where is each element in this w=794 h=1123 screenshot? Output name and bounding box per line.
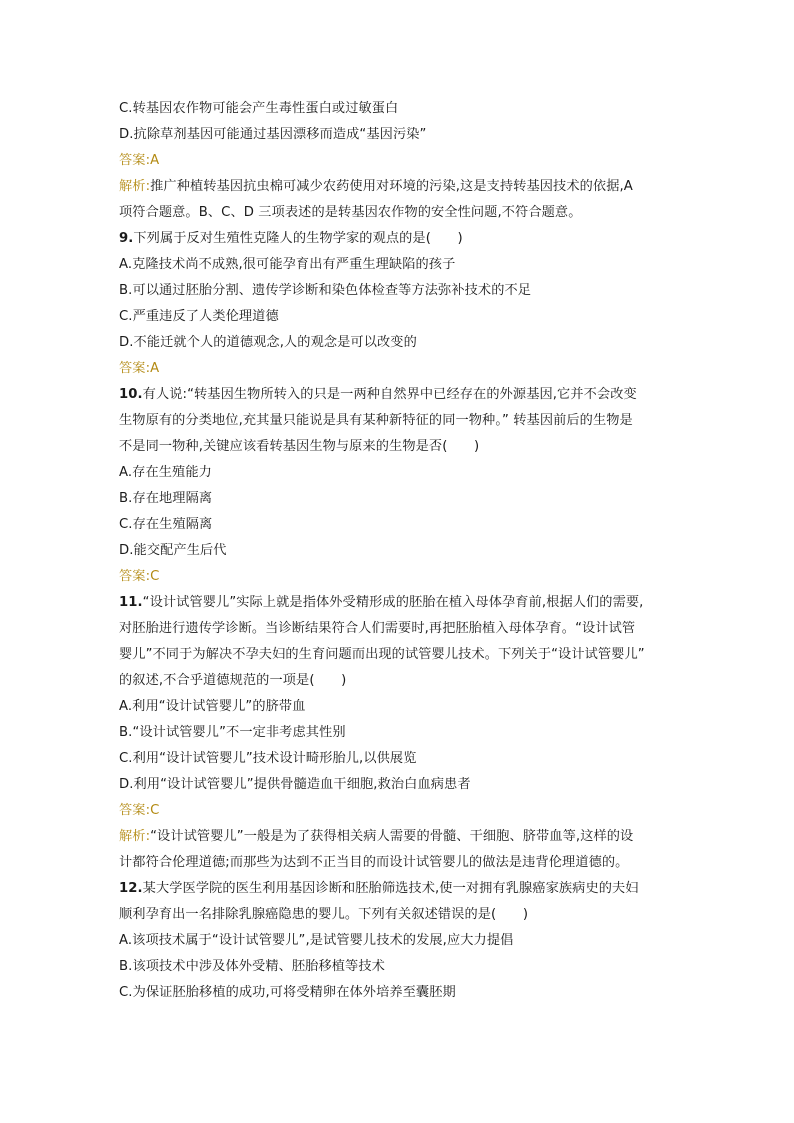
q11-explanation-line-1	[119, 827, 679, 847]
q12-number: 12.	[119, 881, 143, 896]
q8-option-d: D.抗除草剂基因可能通过基因漂移而造成“基因污染”	[119, 127, 427, 142]
q10-number: 10.	[119, 387, 143, 402]
q11-stem-line-4: 的叙述,不合乎道德规范的一项是( )	[119, 673, 347, 688]
q11-stem-text-1: “设计试管婴儿”实际上就是指体外受精形成的胚胎在植入母体孕育前,根据人们的需要,	[142, 595, 644, 610]
q12-option-b: B.该项技术中涉及体外受精、胚胎移植等技术	[119, 959, 385, 974]
q9-number: 9.	[119, 231, 134, 246]
q8-option-c: C.转基因农作物可能会产生毒性蛋白或过敏蛋白	[119, 101, 399, 116]
q10-option-c: C.存在生殖隔离	[119, 517, 213, 532]
q12-stem-line-1	[119, 879, 679, 899]
q11-option-d: D.利用“设计试管婴儿”提供骨髓造血干细胞,救治白血病患者	[119, 777, 471, 792]
q11-stem-line-1	[119, 593, 679, 613]
q8-explanation-text-1: 推广种植转基因抗虫棉可减少农药使用对环境的污染,这是支持转基因技术的依据,A	[150, 179, 633, 194]
q8-answer: 答案:A	[119, 153, 160, 168]
q10-stem-text-1: 有人说:“转基因生物所转入的只是一两种自然界中已经存在的外源基因,它并不会改变	[142, 387, 637, 402]
q11-explanation-text-1: “设计试管婴儿”一般是为了获得相关病人需要的骨髓、干细胞、脐带血等,这样的设	[150, 829, 634, 844]
q10-option-d: D.能交配产生后代	[119, 543, 227, 558]
q9-answer: 答案:A	[119, 361, 160, 376]
q11-option-b: B.“设计试管婴儿”不一定非考虑其性别	[119, 725, 346, 740]
q10-stem-line-2: 生物原有的分类地位,充其量只能说是具有某种新特征的同一物种。” 转基因前后的生物是	[119, 413, 633, 428]
q11-option-a: A.利用“设计试管婴儿”的脐带血	[119, 699, 306, 714]
q10-option-a: A.存在生殖能力	[119, 465, 212, 480]
q10-option-b: B.存在地理隔离	[119, 491, 213, 506]
q11-number: 11.	[119, 595, 143, 610]
q9-stem-text: 下列属于反对生殖性克隆人的生物学家的观点的是( )	[133, 231, 463, 246]
q12-option-a: A.该项技术属于“设计试管婴儿”,是试管婴儿技术的发展,应大力提倡	[119, 933, 514, 948]
q10-stem-line-3: 不是同一物种,关键应该看转基因生物与原来的生物是否( )	[119, 439, 480, 454]
q11-explanation-label: 解析:	[119, 829, 151, 844]
q11-option-c: C.利用“设计试管婴儿”技术设计畸形胎儿,以供展览	[119, 751, 417, 766]
q12-stem-text-1: 某大学医学院的医生利用基因诊断和胚胎筛选技术,使一对拥有乳腺癌家族病史的夫妇	[142, 881, 639, 896]
q9-stem	[119, 229, 679, 249]
q8-explanation-line-1	[119, 177, 679, 197]
q9-option-c: C.严重违反了人类伦理道德	[119, 309, 279, 324]
q12-option-c: C.为保证胚胎移植的成功,可将受精卵在体外培养至囊胚期	[119, 985, 456, 1000]
q10-stem-line-1	[119, 385, 679, 405]
q9-option-b: B.可以通过胚胎分割、遗传学诊断和染色体检查等方法弥补技术的不足	[119, 283, 532, 298]
q9-option-d: D.不能迁就个人的道德观念,人的观念是可以改变的	[119, 335, 417, 350]
q11-stem-line-2: 对胚胎进行遗传学诊断。当诊断结果符合人们需要时,再把胚胎植入母体孕育。“设计试管	[119, 621, 636, 636]
q9-option-a: A.克隆技术尚不成熟,很可能孕育出有严重生理缺陷的孩子	[119, 257, 456, 272]
q11-stem-line-3: 婴儿”不同于为解决不孕夫妇的生育问题而出现的试管婴儿技术。下列关于“设计试管婴儿”	[119, 647, 645, 662]
q11-explanation-line-2: 计都符合伦理道德;而那些为达到不正当目的而设计试管婴儿的做法是违背伦理道德的。	[119, 855, 629, 870]
q11-answer: 答案:C	[119, 803, 160, 818]
q10-answer: 答案:C	[119, 569, 160, 584]
q8-explanation-label: 解析:	[119, 179, 151, 194]
q8-explanation-line-2: 项符合题意。B、C、D 三项表述的是转基因农作物的安全性问题,不符合题意。	[119, 205, 582, 220]
q12-stem-line-2: 顺利孕育出一名排除乳腺癌隐患的婴儿。下列有关叙述错误的是( )	[119, 907, 529, 922]
